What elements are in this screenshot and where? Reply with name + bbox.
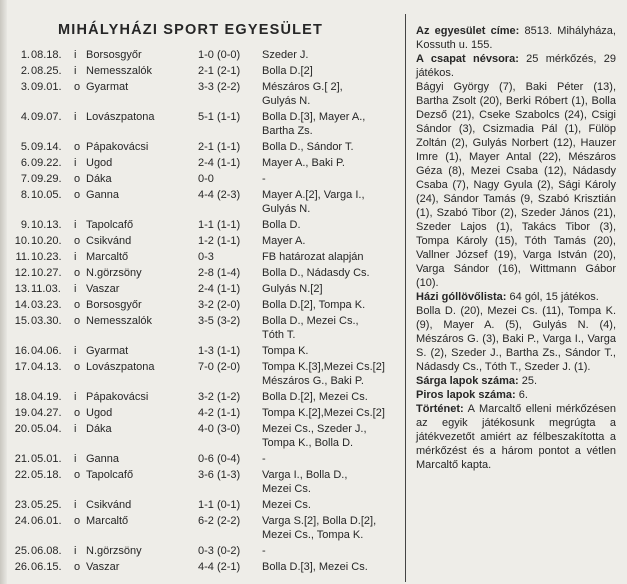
match-row — [0, 452, 400, 468]
match-result: 4-0 (3-0) — [198, 423, 241, 435]
match-date: 05.18. — [31, 469, 62, 481]
scorer-line: - — [262, 173, 266, 185]
match-date: 09.07. — [31, 111, 62, 123]
match-opponent: Gyarmat — [86, 345, 129, 357]
match-result: 1-3 (1-1) — [198, 345, 241, 357]
match-opponent: Ugod — [86, 407, 113, 419]
roster-heading — [416, 52, 616, 80]
match-row — [0, 314, 400, 344]
match-scorers — [262, 344, 402, 358]
scorer-line: Bolla D.[3], Mayer A., — [262, 111, 366, 123]
match-number: 6. — [20, 157, 30, 169]
address-text: 8513. Mihályháza, Kossuth u. 155. — [416, 25, 616, 51]
match-row — [0, 406, 400, 422]
match-scorers — [262, 234, 402, 248]
scorer-line: Mezei Cs., Tompa K. — [262, 529, 364, 541]
match-number: 2. — [20, 65, 30, 77]
match-number: 24. — [14, 515, 30, 527]
match-date: 06.08. — [31, 545, 62, 557]
history-text: A Marcaltő elleni mérkőzésen az egyik játékosunk megrúgta a játékvezetőt amiért az félbeszakította a mérkőzést és a három pontot a vétlen Marcaltő kapta. — [416, 403, 616, 471]
match-number: 19. — [14, 407, 30, 419]
match-result: 2-1 (1-1) — [198, 141, 241, 153]
match-opponent: Lovászpatona — [86, 111, 155, 123]
match-date: 10.05. — [31, 189, 62, 201]
match-row — [0, 298, 400, 314]
match-date: 04.27. — [31, 407, 62, 419]
match-scorers — [262, 314, 402, 342]
match-scorers — [262, 422, 402, 450]
scorer-line: FB határozat alapján — [262, 251, 364, 263]
match-row — [0, 156, 400, 172]
match-venue: o — [74, 267, 81, 279]
match-scorers — [262, 250, 402, 264]
match-number: 3. — [20, 81, 30, 93]
scorer-line: Mayer A. — [262, 235, 306, 247]
match-venue: i — [74, 111, 77, 123]
match-result: 1-1 (0-1) — [198, 499, 241, 511]
scorer-line: - — [262, 453, 266, 465]
roster-text: Bágyi György (7), Baki Péter (13), Bartha Zsolt (20), Berki Róbert (1), Bolla Dezső (21), Cseke Szabolcs (24), Csigi Sándor (3), Csizmadia Pál (1), Fülöp Zoltán (2), Gulyás Norbert (12), Hauzer Imre (1), Mayer Antal (22), Mészáros Géza (8), Mezei Csaba (12), Nádasdy Csaba (7), Nagy Gyula (2), Sági Károly (24), Sándor Tamás (9, Szabó Krisztián (1), Szabó Tibor (2), Szeder János (21), Szeder Lajos (1), Takács Tibor (3), Tompa Károly (15), Tóth Tamás (20), Vallner József (19), Varga István (20), Varga Sándor (16), Wittmann Gábor (10). — [416, 81, 616, 289]
match-opponent: Borsosgyőr — [86, 299, 142, 311]
match-date: 10.27. — [31, 267, 62, 279]
match-result: 0-0 — [198, 173, 214, 185]
history-label: Történet: — [416, 403, 464, 415]
match-number: 12. — [14, 267, 30, 279]
match-venue: i — [74, 345, 77, 357]
match-number: 21. — [14, 453, 30, 465]
match-result: 1-0 (0-0) — [198, 49, 241, 61]
yellow-cards — [416, 374, 616, 388]
match-venue: i — [74, 49, 77, 61]
scorer-line: Bolla D. — [262, 219, 301, 231]
match-row — [0, 468, 400, 498]
match-row — [0, 110, 400, 140]
match-date: 05.04. — [31, 423, 62, 435]
scorer-line: Mészáros G., Baki P. — [262, 375, 364, 387]
match-scorers — [262, 48, 402, 62]
match-scorers — [262, 172, 402, 186]
match-opponent: Vaszar — [86, 561, 120, 573]
scorers-label: Házi góllövőlista: — [416, 291, 507, 303]
match-opponent: Pápakovácsi — [86, 141, 149, 153]
match-number: 4. — [20, 111, 30, 123]
match-row — [0, 48, 400, 64]
match-number: 5. — [20, 141, 30, 153]
yellow-cards-value: 25. — [518, 375, 538, 387]
match-row — [0, 498, 400, 514]
match-row — [0, 560, 400, 576]
scorer-line: Tóth T. — [262, 329, 296, 341]
match-venue: i — [74, 219, 77, 231]
match-scorers — [262, 282, 402, 296]
match-result: 5-1 (1-1) — [198, 111, 241, 123]
roster-label: A csapat névsora: — [416, 53, 519, 65]
match-row — [0, 64, 400, 80]
match-result: 4-4 (2-3) — [198, 189, 241, 201]
match-scorers — [262, 498, 402, 512]
match-venue: o — [74, 515, 81, 527]
match-date: 03.30. — [31, 315, 62, 327]
match-number: 20. — [14, 423, 30, 435]
match-result: 3-2 (1-2) — [198, 391, 241, 403]
match-date: 09.14. — [31, 141, 62, 153]
match-date: 05.01. — [31, 453, 62, 465]
match-row — [0, 422, 400, 452]
match-number: 11. — [15, 251, 30, 263]
scorer-line: Mezei Cs. — [262, 483, 311, 495]
scorer-line: Gulyás N.[2] — [262, 283, 323, 295]
match-result: 0-3 (0-2) — [198, 545, 241, 557]
match-opponent: Tapolcafő — [86, 219, 134, 231]
match-scorers — [262, 390, 402, 404]
match-opponent: Borsosgyőr — [86, 49, 142, 61]
match-number: 8. — [20, 189, 30, 201]
match-opponent: Ganna — [86, 189, 120, 201]
match-venue: i — [74, 453, 77, 465]
match-number: 15. — [14, 315, 30, 327]
match-date: 06.01. — [31, 515, 62, 527]
scorer-line: Bolla D.[2] — [262, 65, 313, 77]
match-venue: o — [74, 235, 81, 247]
scorers-intro: 64 gól, 15 játékos. — [506, 291, 599, 303]
match-opponent: Tapolcafő — [86, 469, 134, 481]
scorer-line: Mayer A.[2], Varga I., — [262, 189, 365, 201]
match-scorers — [262, 298, 402, 312]
match-number: 1. — [20, 49, 30, 61]
match-number: 10. — [14, 235, 30, 247]
scorer-line: Varga I., Bolla D., — [262, 469, 348, 481]
match-number: 13. — [14, 283, 30, 295]
match-row — [0, 360, 400, 390]
match-result: 0-6 (0-4) — [198, 453, 241, 465]
scorer-line: Tompa K. — [262, 345, 309, 357]
match-opponent: Marcaltő — [86, 251, 129, 263]
match-venue: o — [74, 561, 81, 573]
match-opponent: Csikvánd — [86, 499, 132, 511]
match-result: 2-8 (1-4) — [198, 267, 241, 279]
scorer-line: Varga S.[2], Bolla D.[2], — [262, 515, 377, 527]
match-row — [0, 250, 400, 266]
address-label: Az egyesület címe: — [416, 25, 520, 37]
scorer-line: Bolla D.[3], Mezei Cs. — [262, 561, 368, 573]
match-venue: i — [74, 391, 77, 403]
match-number: 9. — [20, 219, 30, 231]
match-venue: i — [74, 499, 77, 511]
match-number: 23. — [14, 499, 30, 511]
match-scorers — [262, 452, 402, 466]
match-venue: i — [74, 251, 77, 263]
match-number: 26. — [14, 561, 30, 573]
match-row — [0, 218, 400, 234]
scorer-line: Mezei Cs. — [262, 499, 311, 511]
match-row — [0, 188, 400, 218]
match-opponent: Marcaltő — [86, 515, 129, 527]
match-date: 11.03. — [31, 283, 61, 295]
red-cards-label: Piros lapok száma: — [416, 389, 516, 401]
match-scorers — [262, 544, 402, 558]
yellow-cards-label: Sárga lapok száma: — [416, 375, 519, 387]
match-venue: o — [74, 141, 81, 153]
page-title: MIHÁLYHÁZI SPORT EGYESÜLET — [58, 22, 324, 38]
match-scorers — [262, 188, 402, 216]
match-scorers — [262, 360, 402, 388]
match-list — [0, 48, 400, 576]
match-scorers — [262, 514, 402, 542]
match-venue: o — [74, 173, 81, 185]
scorer-line: Tompa K.[3],Mezei Cs.[2] — [262, 361, 385, 373]
match-date: 08.25. — [31, 65, 62, 77]
match-result: 4-2 (1-1) — [198, 407, 241, 419]
match-opponent: Gyarmat — [86, 81, 129, 93]
match-result: 3-3 (2-2) — [198, 81, 241, 93]
match-row — [0, 282, 400, 298]
scorers-text: Bolla D. (20), Mezei Cs. (11), Tompa K. (9), Mayer A. (5), Gulyás N. (4), Mészáros G. (3), Baki P., Varga I., Varga S. (2), Szeder J., Bartha Zs., Sándor T., Nádasdy Cs., Tóth T., Szeder J. (1). — [416, 305, 616, 373]
match-result: 4-4 (2-1) — [198, 561, 241, 573]
match-row — [0, 140, 400, 156]
scorer-line: Mészáros G.[ 2], — [262, 81, 343, 93]
scorer-line: Mezei Cs., Szeder J., — [262, 423, 367, 435]
scorer-line: Mayer A., Baki P. — [262, 157, 345, 169]
match-venue: i — [74, 545, 77, 557]
match-row — [0, 172, 400, 188]
match-result: 3-5 (3-2) — [198, 315, 241, 327]
match-row — [0, 344, 400, 360]
club-info-column — [416, 24, 616, 472]
roster-intro: 25 mérkőzés, 29 játékos. — [416, 53, 617, 79]
match-date: 06.15. — [31, 561, 62, 573]
match-row — [0, 514, 400, 544]
match-opponent: Ugod — [86, 157, 113, 169]
scorer-line: Bolla D., Nádasdy Cs. — [262, 267, 370, 279]
scorer-line: Bartha Zs. — [262, 125, 313, 137]
match-result: 0-3 — [198, 251, 214, 263]
scorer-line: Gulyás N. — [262, 203, 311, 215]
match-result: 2-1 (2-1) — [198, 65, 241, 77]
match-venue: o — [74, 81, 81, 93]
match-result: 1-1 (1-1) — [198, 219, 241, 231]
scorer-line: Tompa K., Bolla D. — [262, 437, 354, 449]
match-date: 05.25. — [31, 499, 62, 511]
match-result: 2-4 (1-1) — [198, 157, 241, 169]
scorer-line: Szeder J. — [262, 49, 309, 61]
match-venue: o — [74, 469, 81, 481]
match-result: 3-6 (1-3) — [198, 469, 241, 481]
match-result: 3-2 (2-0) — [198, 299, 241, 311]
match-venue: o — [74, 407, 81, 419]
scorer-line: Tompa K.[2],Mezei Cs.[2] — [262, 407, 385, 419]
match-number: 25. — [14, 545, 30, 557]
match-scorers — [262, 468, 402, 496]
match-number: 7. — [20, 173, 30, 185]
match-venue: o — [74, 299, 81, 311]
match-scorers — [262, 140, 402, 154]
match-scorers — [262, 156, 402, 170]
match-result: 2-4 (1-1) — [198, 283, 241, 295]
match-row — [0, 234, 400, 250]
match-date: 09.22. — [31, 157, 62, 169]
red-cards — [416, 388, 616, 402]
match-number: 18. — [14, 391, 30, 403]
match-opponent: Dáka — [86, 423, 112, 435]
match-venue: i — [74, 283, 77, 295]
match-scorers — [262, 406, 402, 420]
match-date: 10.20. — [31, 235, 62, 247]
match-row — [0, 80, 400, 110]
match-opponent: Pápakovácsi — [86, 391, 149, 403]
match-opponent: Nemesszalók — [86, 315, 153, 327]
match-scorers — [262, 266, 402, 280]
history-paragraph — [416, 402, 616, 472]
match-venue: o — [74, 189, 81, 201]
scorer-line: Gulyás N. — [262, 95, 311, 107]
scorers-heading — [416, 290, 616, 304]
match-row — [0, 390, 400, 406]
match-date: 04.13. — [31, 361, 62, 373]
match-date: 08.18. — [31, 49, 62, 61]
address-paragraph — [416, 24, 616, 52]
match-scorers — [262, 218, 402, 232]
match-row — [0, 544, 400, 560]
scorer-line: Bolla D.[2], Tompa K. — [262, 299, 366, 311]
column-divider — [405, 14, 406, 582]
scorer-line: Bolla D., Sándor T. — [262, 141, 354, 153]
scorer-line: - — [262, 545, 266, 557]
match-number: 14. — [14, 299, 30, 311]
match-number: 22. — [14, 469, 30, 481]
match-opponent: Vaszar — [86, 283, 120, 295]
match-result: 7-0 (2-0) — [198, 361, 241, 373]
match-row — [0, 266, 400, 282]
match-venue: i — [74, 157, 77, 169]
match-date: 10.13. — [31, 219, 62, 231]
match-opponent: Dáka — [86, 173, 112, 185]
match-venue: i — [74, 65, 77, 77]
match-opponent: Csikvánd — [86, 235, 132, 247]
match-opponent: Nemesszalók — [86, 65, 153, 77]
match-venue: i — [74, 423, 77, 435]
match-opponent: N.görzsöny — [86, 545, 142, 557]
match-result: 1-2 (1-1) — [198, 235, 241, 247]
match-number: 16. — [14, 345, 30, 357]
match-date: 09.29. — [31, 173, 62, 185]
match-date: 10.23. — [31, 251, 62, 263]
match-date: 09.01. — [31, 81, 62, 93]
match-opponent: Lovászpatona — [86, 361, 155, 373]
red-cards-value: 6. — [515, 389, 528, 401]
match-scorers — [262, 560, 402, 574]
match-date: 04.06. — [31, 345, 62, 357]
match-scorers — [262, 64, 402, 78]
match-scorers — [262, 80, 402, 108]
match-result: 6-2 (2-2) — [198, 515, 241, 527]
scorer-line: Bolla D., Mezei Cs., — [262, 315, 359, 327]
match-opponent: N.görzsöny — [86, 267, 142, 279]
match-venue: o — [74, 315, 81, 327]
match-date: 03.23. — [31, 299, 62, 311]
scorer-line: Bolla D.[2], Mezei Cs. — [262, 391, 368, 403]
match-scorers — [262, 110, 402, 138]
match-number: 17. — [14, 361, 30, 373]
match-date: 04.19. — [31, 391, 62, 403]
match-venue: o — [74, 361, 81, 373]
match-opponent: Ganna — [86, 453, 120, 465]
